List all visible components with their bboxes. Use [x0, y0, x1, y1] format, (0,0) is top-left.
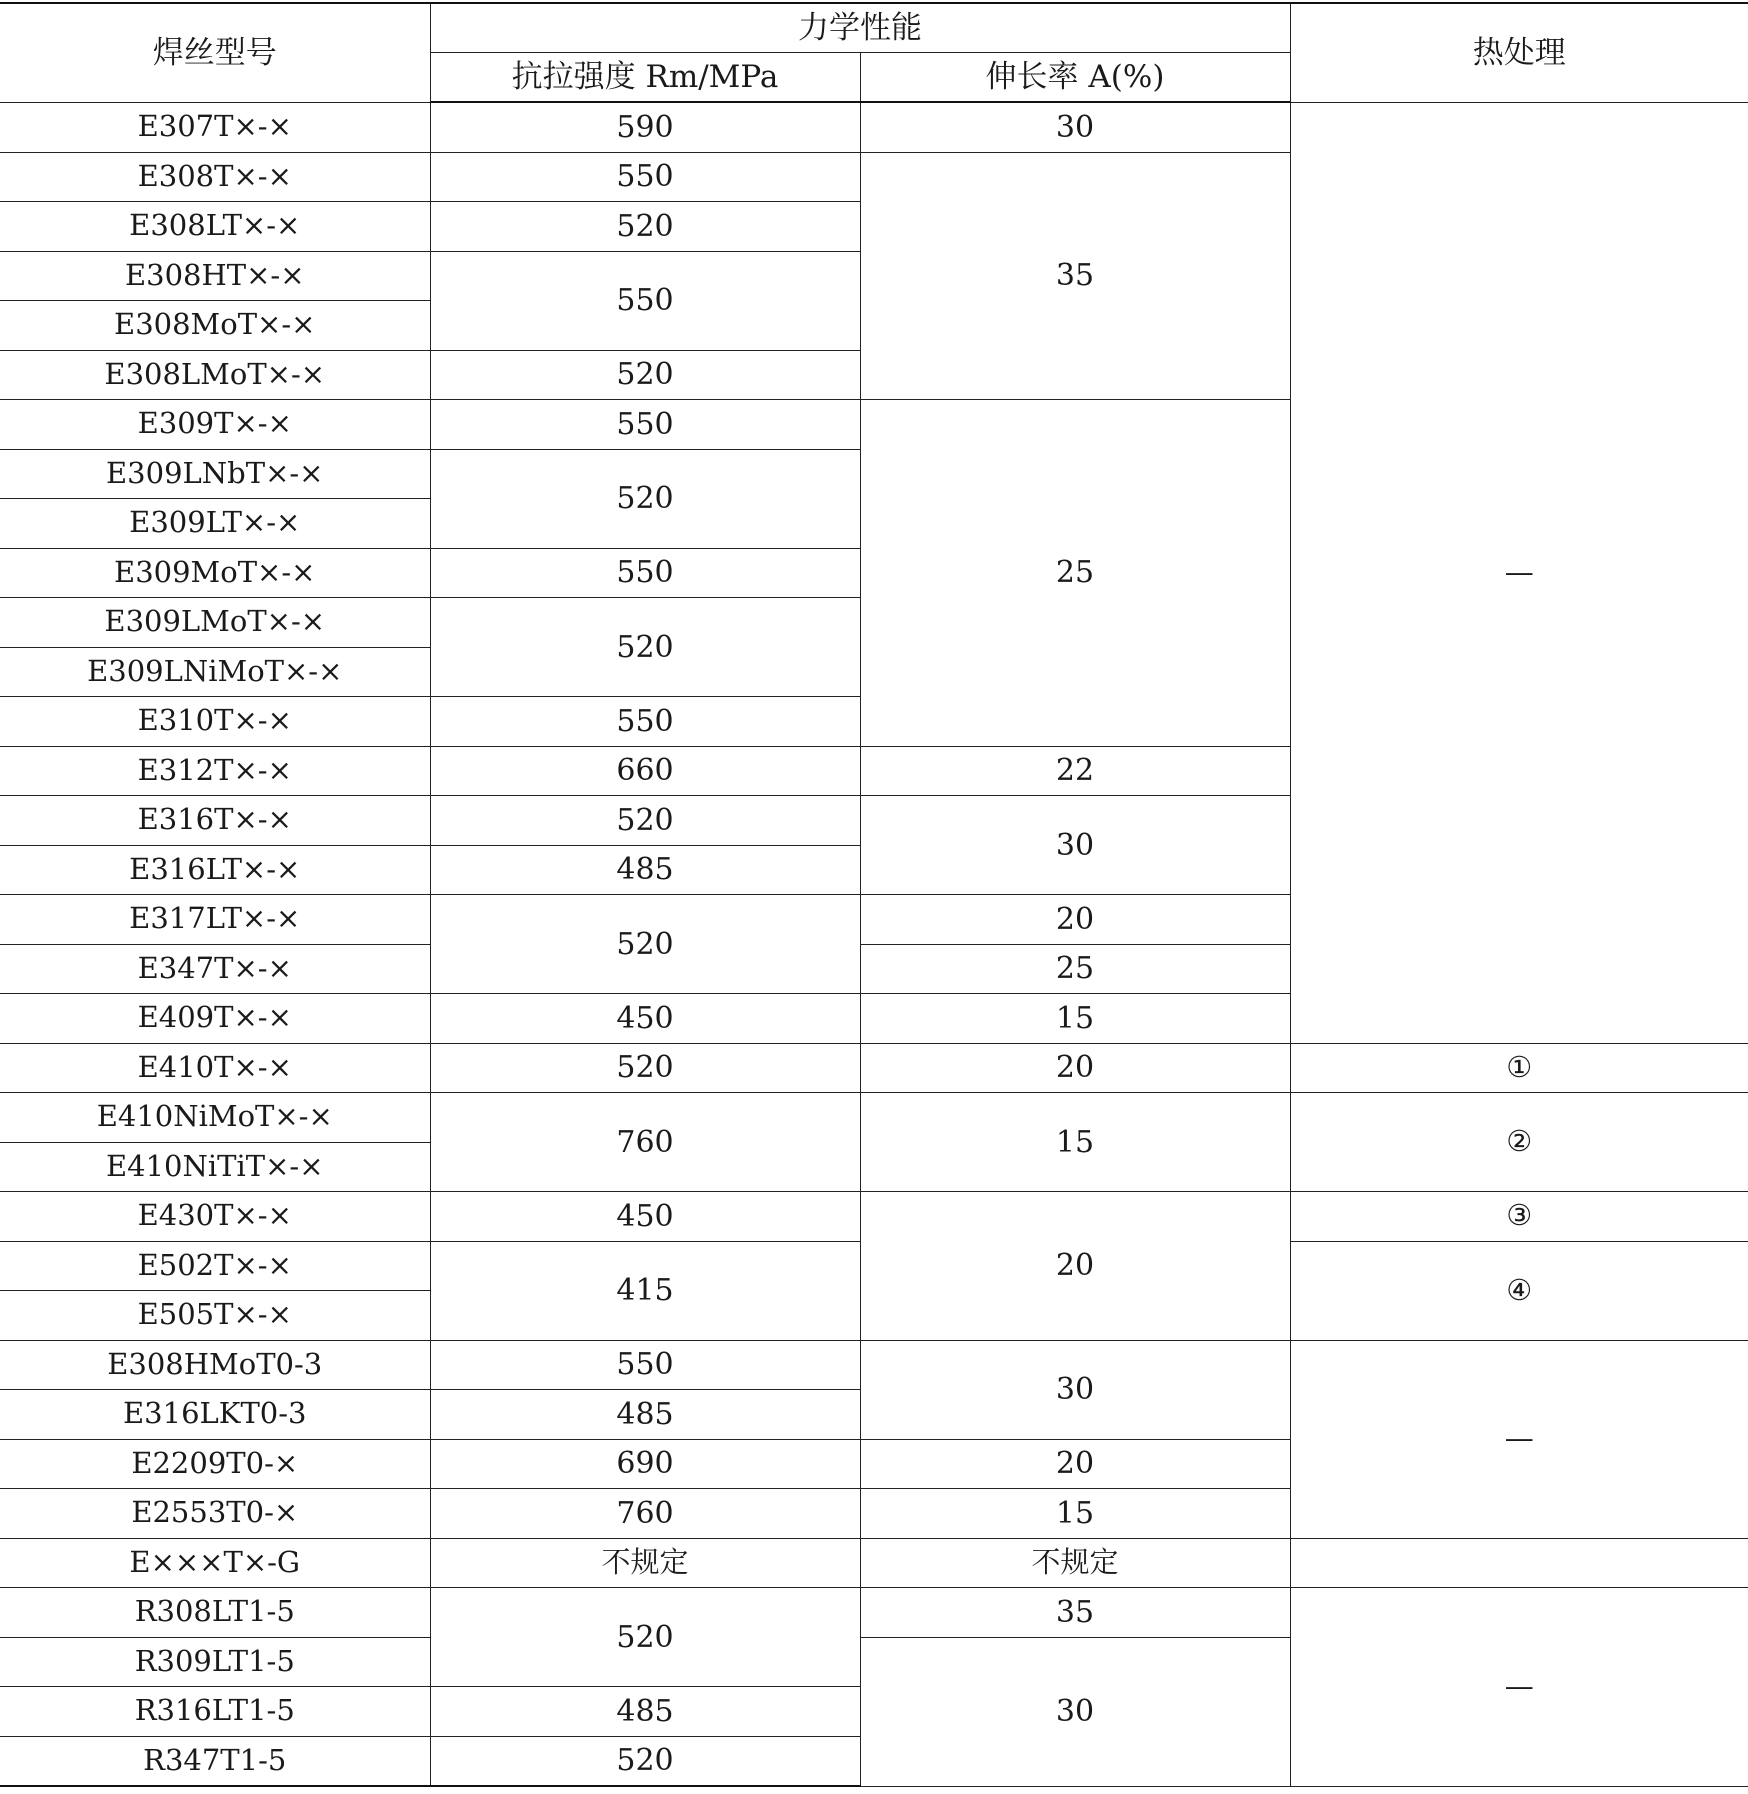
tensile-cell: 690: [430, 1439, 860, 1489]
elongation-cell: 不规定: [860, 1538, 1290, 1588]
tensile-cell: 550: [430, 152, 860, 202]
tensile-cell: 550: [430, 697, 860, 747]
model-cell: E312T×-×: [0, 746, 430, 796]
model-cell: E505T×-×: [0, 1291, 430, 1341]
elongation-cell: 20: [860, 1043, 1290, 1093]
tensile-cell: 760: [430, 1093, 860, 1192]
tensile-cell: 520: [430, 796, 860, 846]
model-cell: E309LT×-×: [0, 499, 430, 549]
tensile-cell: 520: [430, 598, 860, 697]
heat-treatment-cell: ③: [1290, 1192, 1748, 1242]
tensile-cell: 485: [430, 1687, 860, 1737]
tensile-cell: 520: [430, 1588, 860, 1687]
model-cell: E317LT×-×: [0, 895, 430, 945]
model-cell: R316LT1-5: [0, 1687, 430, 1737]
model-cell: E309LNbT×-×: [0, 449, 430, 499]
model-cell: E307T×-×: [0, 102, 430, 152]
tensile-cell: 450: [430, 994, 860, 1044]
tensile-cell: 550: [430, 1340, 860, 1390]
table-row: [0, 1043, 1748, 1093]
model-cell: E308HT×-×: [0, 251, 430, 301]
heat-treatment-cell: ④: [1290, 1241, 1748, 1340]
header-mechanical-properties: 力学性能: [430, 3, 1290, 53]
table-row: [0, 1538, 1748, 1588]
welding-wire-properties-table: [0, 2, 1748, 1787]
model-cell: E309LMoT×-×: [0, 598, 430, 648]
model-cell: E308T×-×: [0, 152, 430, 202]
model-cell: E308MoT×-×: [0, 301, 430, 351]
tensile-cell: 520: [430, 895, 860, 994]
elongation-cell: 15: [860, 1093, 1290, 1192]
tensile-cell: 不规定: [430, 1538, 860, 1588]
model-cell: R309LT1-5: [0, 1637, 430, 1687]
elongation-cell: 30: [860, 1637, 1290, 1786]
tensile-cell: 520: [430, 1043, 860, 1093]
model-cell: E×××T×-G: [0, 1538, 430, 1588]
tensile-cell: 520: [430, 1736, 860, 1786]
elongation-cell: 20: [860, 895, 1290, 945]
elongation-cell: 22: [860, 746, 1290, 796]
model-cell: E409T×-×: [0, 994, 430, 1044]
heat-treatment-cell: —: [1290, 1340, 1748, 1538]
header-heat-treatment: 热处理: [1290, 3, 1748, 102]
tensile-cell: 590: [430, 102, 860, 152]
tensile-cell: 520: [430, 202, 860, 252]
tensile-cell: 485: [430, 1390, 860, 1440]
model-cell: E2209T0-×: [0, 1439, 430, 1489]
tensile-cell: 760: [430, 1489, 860, 1539]
heat-treatment-cell: —: [1290, 102, 1748, 1043]
model-cell: E316LKT0-3: [0, 1390, 430, 1440]
model-cell: E309LNiMoT×-×: [0, 647, 430, 697]
model-cell: E308LMoT×-×: [0, 350, 430, 400]
heat-treatment-cell: ②: [1290, 1093, 1748, 1192]
model-cell: E410T×-×: [0, 1043, 430, 1093]
elongation-cell: 35: [860, 152, 1290, 400]
tensile-cell: 450: [430, 1192, 860, 1242]
model-cell: E310T×-×: [0, 697, 430, 747]
model-cell: E309MoT×-×: [0, 548, 430, 598]
table-row: [0, 102, 1748, 152]
heat-treatment-cell: [1290, 1538, 1748, 1588]
model-cell: E308HMoT0-3: [0, 1340, 430, 1390]
elongation-cell: 35: [860, 1588, 1290, 1638]
model-cell: E2553T0-×: [0, 1489, 430, 1539]
model-cell: E410NiMoT×-×: [0, 1093, 430, 1143]
model-cell: E308LT×-×: [0, 202, 430, 252]
tensile-cell: 415: [430, 1241, 860, 1340]
model-cell: E410NiTiT×-×: [0, 1142, 430, 1192]
elongation-cell: 20: [860, 1192, 1290, 1341]
elongation-cell: 15: [860, 1489, 1290, 1539]
tensile-cell: 550: [430, 548, 860, 598]
elongation-cell: 15: [860, 994, 1290, 1044]
tensile-cell: 520: [430, 350, 860, 400]
table-row: [0, 1192, 1748, 1242]
elongation-cell: 30: [860, 102, 1290, 152]
header-elongation: 伸长率 A(%): [860, 53, 1290, 103]
model-cell: E309T×-×: [0, 400, 430, 450]
tensile-cell: 485: [430, 845, 860, 895]
model-cell: E430T×-×: [0, 1192, 430, 1242]
elongation-cell: 20: [860, 1439, 1290, 1489]
elongation-cell: 25: [860, 400, 1290, 747]
tensile-cell: 550: [430, 400, 860, 450]
elongation-cell: 25: [860, 944, 1290, 994]
model-cell: R308LT1-5: [0, 1588, 430, 1638]
tensile-cell: 520: [430, 449, 860, 548]
model-cell: E316LT×-×: [0, 845, 430, 895]
table-row: [0, 1340, 1748, 1390]
header-tensile-strength: 抗拉强度 Rm/MPa: [430, 53, 860, 103]
model-cell: E347T×-×: [0, 944, 430, 994]
table-row: [0, 1588, 1748, 1638]
tensile-cell: 660: [430, 746, 860, 796]
header-model: 焊丝型号: [0, 3, 430, 102]
heat-treatment-cell: ①: [1290, 1043, 1748, 1093]
heat-treatment-cell: —: [1290, 1588, 1748, 1787]
model-cell: R347T1-5: [0, 1736, 430, 1786]
model-cell: E316T×-×: [0, 796, 430, 846]
model-cell: E502T×-×: [0, 1241, 430, 1291]
tensile-cell: 550: [430, 251, 860, 350]
table-row: [0, 1093, 1748, 1143]
elongation-cell: 30: [860, 796, 1290, 895]
elongation-cell: 30: [860, 1340, 1290, 1439]
